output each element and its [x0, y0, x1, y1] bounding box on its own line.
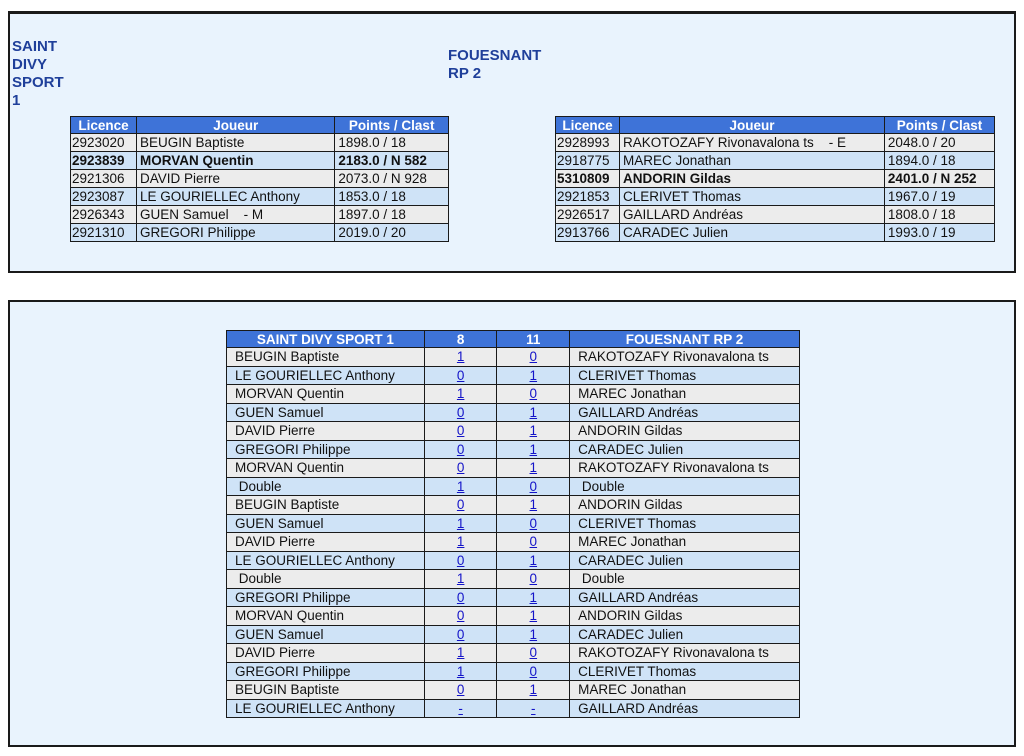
- away-team-name: [448, 47, 568, 83]
- player-licence: 2926343: [71, 206, 137, 224]
- player-licence: 2921310: [71, 224, 137, 242]
- match-home-player: LE GOURIELLEC Anthony: [227, 551, 425, 570]
- player-row: [556, 206, 995, 224]
- match-away-player: MAREC Jonathan: [570, 681, 800, 700]
- match-row: [227, 699, 800, 718]
- player-name: ANDORIN Gildas: [619, 170, 884, 188]
- match-home-score-link[interactable]: 1: [456, 663, 465, 679]
- match-away-player: CLERIVET Thomas: [570, 662, 800, 681]
- match-away-player: MAREC Jonathan: [570, 385, 800, 404]
- match-away-score-cell: [497, 422, 570, 441]
- match-home-player: GREGORI Philippe: [227, 440, 425, 459]
- joueur-header: Joueur: [137, 117, 335, 134]
- matches-panel: [8, 300, 1016, 747]
- player-name: BEUGIN Baptiste: [137, 134, 335, 152]
- match-row: [227, 625, 800, 644]
- match-home-score-cell: [424, 533, 497, 552]
- match-away-score-link[interactable]: 1: [529, 423, 538, 439]
- match-home-score-link[interactable]: 0: [456, 460, 465, 476]
- match-away-player: Double: [570, 477, 800, 496]
- match-away-score-cell: [497, 625, 570, 644]
- player-points: 2183.0 / N 582: [335, 152, 449, 170]
- match-home-player: LE GOURIELLEC Anthony: [227, 366, 425, 385]
- match-away-score-link[interactable]: 1: [529, 626, 538, 642]
- match-home-score-link[interactable]: 1: [456, 571, 465, 587]
- away-team-name-line: FOUESNANT: [448, 47, 542, 64]
- home-team-name-line: SPORT: [12, 74, 64, 91]
- match-home-player: GUEN Samuel: [227, 514, 425, 533]
- match-away-score-cell: [497, 662, 570, 681]
- match-away-score-link[interactable]: 1: [529, 460, 538, 476]
- match-away-player: CARADEC Julien: [570, 440, 800, 459]
- match-home-score-cell: [424, 403, 497, 422]
- match-row: [227, 440, 800, 459]
- match-home-player: DAVID Pierre: [227, 533, 425, 552]
- match-away-player: CARADEC Julien: [570, 551, 800, 570]
- match-row: [227, 459, 800, 478]
- match-away-score-cell: [497, 348, 570, 367]
- match-away-score-cell: [497, 385, 570, 404]
- match-away-score-cell: [497, 644, 570, 663]
- match-home-score-link[interactable]: 0: [456, 367, 465, 383]
- match-away-score-link[interactable]: 1: [529, 552, 538, 568]
- player-name: CARADEC Julien: [619, 224, 884, 242]
- match-home-player: GUEN Samuel: [227, 403, 425, 422]
- points-header: Points / Clast: [335, 117, 449, 134]
- match-row: [227, 681, 800, 700]
- match-away-score-link[interactable]: 1: [529, 441, 538, 457]
- home-team-name-line: 1: [12, 92, 21, 109]
- player-row: [556, 224, 995, 242]
- match-away-score-link[interactable]: 0: [529, 663, 538, 679]
- match-away-player: CLERIVET Thomas: [570, 366, 800, 385]
- player-name: LE GOURIELLEC Anthony: [137, 188, 335, 206]
- match-row: [227, 385, 800, 404]
- player-points: 1898.0 / 18: [335, 134, 449, 152]
- match-home-score-link[interactable]: -: [458, 700, 463, 716]
- player-row: [556, 170, 995, 188]
- match-home-score-cell: [424, 440, 497, 459]
- match-away-score-link[interactable]: 0: [529, 571, 538, 587]
- home-team-name-line: SAINT: [12, 38, 57, 55]
- match-home-player: GUEN Samuel: [227, 625, 425, 644]
- match-row: [227, 477, 800, 496]
- match-home-score-link[interactable]: 1: [456, 349, 465, 365]
- home-team-name: [12, 38, 82, 110]
- match-home-score-link[interactable]: 1: [456, 645, 465, 661]
- player-name: RAKOTOZAFY Rivonavalona ts - E: [619, 134, 884, 152]
- match-away-score-link[interactable]: 1: [529, 682, 538, 698]
- match-away-player: GAILLARD Andréas: [570, 699, 800, 718]
- match-away-player: ANDORIN Gildas: [570, 607, 800, 626]
- match-home-score-link[interactable]: 1: [456, 515, 465, 531]
- player-licence: 2926517: [556, 206, 620, 224]
- player-licence: 2913766: [556, 224, 620, 242]
- match-home-score-cell: [424, 459, 497, 478]
- match-home-score-cell: [424, 681, 497, 700]
- match-home-score-link[interactable]: 0: [456, 404, 465, 420]
- match-home-score-cell: [424, 551, 497, 570]
- match-away-score-link[interactable]: -: [531, 700, 536, 716]
- match-home-player: MORVAN Quentin: [227, 385, 425, 404]
- match-row: [227, 662, 800, 681]
- home-players-table: [70, 116, 449, 242]
- match-away-score-link[interactable]: 0: [529, 478, 538, 494]
- player-row: [71, 152, 449, 170]
- match-row: [227, 533, 800, 552]
- match-away-score-cell: [497, 403, 570, 422]
- match-home-player: GREGORI Philippe: [227, 662, 425, 681]
- match-home-score-link[interactable]: 1: [456, 478, 465, 494]
- match-home-player: DAVID Pierre: [227, 422, 425, 441]
- match-away-player: GAILLARD Andréas: [570, 403, 800, 422]
- match-row: [227, 551, 800, 570]
- player-name: MORVAN Quentin: [137, 152, 335, 170]
- match-home-score-link[interactable]: 0: [456, 626, 465, 642]
- teams-panel: [8, 11, 1016, 273]
- match-away-player: GAILLARD Andréas: [570, 588, 800, 607]
- match-away-score-cell: [497, 681, 570, 700]
- match-away-score-link[interactable]: 1: [529, 608, 538, 624]
- match-home-player: MORVAN Quentin: [227, 459, 425, 478]
- match-row: [227, 422, 800, 441]
- match-away-score-cell: [497, 699, 570, 718]
- match-away-score-cell: [497, 607, 570, 626]
- match-home-player: Double: [227, 477, 425, 496]
- player-points: 2401.0 / N 252: [884, 170, 994, 188]
- player-licence: 2923020: [71, 134, 137, 152]
- match-row: [227, 366, 800, 385]
- away-team-name-line: RP 2: [448, 65, 482, 82]
- player-licence: 2923839: [71, 152, 137, 170]
- player-row: [71, 170, 449, 188]
- match-home-player: MORVAN Quentin: [227, 607, 425, 626]
- player-row: [71, 134, 449, 152]
- match-away-score-link[interactable]: 1: [529, 404, 538, 420]
- player-licence: 2921853: [556, 188, 620, 206]
- match-home-score-link[interactable]: 0: [456, 682, 465, 698]
- match-away-score-link[interactable]: 0: [529, 534, 538, 550]
- match-home-player: BEUGIN Baptiste: [227, 348, 425, 367]
- player-name: DAVID Pierre: [137, 170, 335, 188]
- match-away-player: RAKOTOZAFY Rivonavalona ts: [570, 644, 800, 663]
- match-home-score-link[interactable]: 0: [456, 589, 465, 605]
- match-away-score-cell: [497, 533, 570, 552]
- match-home-player: LE GOURIELLEC Anthony: [227, 699, 425, 718]
- match-away-player: CLERIVET Thomas: [570, 514, 800, 533]
- joueur-header: Joueur: [619, 117, 884, 134]
- match-row: [227, 403, 800, 422]
- match-away-score-cell: [497, 496, 570, 515]
- match-away-player: MAREC Jonathan: [570, 533, 800, 552]
- match-away-score-cell: [497, 440, 570, 459]
- match-away-player: RAKOTOZAFY Rivonavalona ts: [570, 348, 800, 367]
- match-home-score-cell: [424, 477, 497, 496]
- away-players-table: [555, 116, 995, 242]
- match-home-score-link[interactable]: 0: [456, 423, 465, 439]
- player-row: [556, 188, 995, 206]
- player-row: [71, 188, 449, 206]
- match-away-player: RAKOTOZAFY Rivonavalona ts: [570, 459, 800, 478]
- match-home-score-cell: [424, 662, 497, 681]
- match-away-score-cell: [497, 477, 570, 496]
- match-home-score-cell: [424, 385, 497, 404]
- player-name: GUEN Samuel - M: [137, 206, 335, 224]
- player-points: 1897.0 / 18: [335, 206, 449, 224]
- match-home-score-link[interactable]: 1: [456, 386, 465, 402]
- match-home-player: Double: [227, 570, 425, 589]
- match-away-player: ANDORIN Gildas: [570, 496, 800, 515]
- match-home-player: BEUGIN Baptiste: [227, 681, 425, 700]
- match-home-score-link[interactable]: 0: [456, 552, 465, 568]
- match-home-player: GREGORI Philippe: [227, 588, 425, 607]
- player-licence: 2928993: [556, 134, 620, 152]
- player-points: 2019.0 / 20: [335, 224, 449, 242]
- points-header: Points / Clast: [884, 117, 994, 134]
- match-away-score-link[interactable]: 1: [529, 589, 538, 605]
- player-points: 1993.0 / 19: [884, 224, 994, 242]
- licence-header: Licence: [556, 117, 620, 134]
- match-home-score-cell: [424, 514, 497, 533]
- match-away-player: CARADEC Julien: [570, 625, 800, 644]
- match-away-score-link[interactable]: 0: [529, 515, 538, 531]
- match-away-score-cell: [497, 459, 570, 478]
- player-points: 1853.0 / 18: [335, 188, 449, 206]
- player-points: 1808.0 / 18: [884, 206, 994, 224]
- match-row: [227, 644, 800, 663]
- match-away-score-link[interactable]: 1: [529, 497, 538, 513]
- match-row: [227, 496, 800, 515]
- match-away-player: ANDORIN Gildas: [570, 422, 800, 441]
- match-home-player: DAVID Pierre: [227, 644, 425, 663]
- match-away-score-cell: [497, 588, 570, 607]
- match-away-score-cell: [497, 551, 570, 570]
- player-name: MAREC Jonathan: [619, 152, 884, 170]
- player-licence: 5310809: [556, 170, 620, 188]
- match-home-score-cell: [424, 644, 497, 663]
- player-row: [556, 134, 995, 152]
- player-name: GREGORI Philippe: [137, 224, 335, 242]
- player-row: [71, 224, 449, 242]
- match-row: [227, 570, 800, 589]
- match-away-player: Double: [570, 570, 800, 589]
- match-home-score-cell: [424, 570, 497, 589]
- match-home-score-cell: [424, 348, 497, 367]
- player-licence: 2923087: [71, 188, 137, 206]
- match-home-score-link[interactable]: 0: [456, 608, 465, 624]
- player-row: [556, 152, 995, 170]
- player-points: 1967.0 / 19: [884, 188, 994, 206]
- match-away-score-cell: [497, 366, 570, 385]
- match-away-score-cell: [497, 570, 570, 589]
- match-away-score-link[interactable]: 0: [529, 645, 538, 661]
- player-points: 2073.0 / N 928: [335, 170, 449, 188]
- match-home-score-cell: [424, 496, 497, 515]
- player-licence: 2921306: [71, 170, 137, 188]
- match-away-score-link[interactable]: 1: [529, 367, 538, 383]
- home-score-header: 8: [424, 331, 497, 348]
- match-home-score-link[interactable]: 0: [456, 497, 465, 513]
- match-home-score-cell: [424, 607, 497, 626]
- match-home-score-cell: [424, 625, 497, 644]
- matches-table: [226, 330, 800, 718]
- match-row: [227, 588, 800, 607]
- home-team-header: SAINT DIVY SPORT 1: [227, 331, 425, 348]
- away-score-header: 11: [497, 331, 570, 348]
- match-home-score-cell: [424, 699, 497, 718]
- match-home-score-link[interactable]: 0: [456, 441, 465, 457]
- home-team-name-line: DIVY: [12, 56, 48, 73]
- match-home-player: BEUGIN Baptiste: [227, 496, 425, 515]
- match-home-score-cell: [424, 588, 497, 607]
- player-name: GAILLARD Andréas: [619, 206, 884, 224]
- match-home-score-cell: [424, 366, 497, 385]
- match-away-score-cell: [497, 514, 570, 533]
- match-row: [227, 607, 800, 626]
- player-licence: 2918775: [556, 152, 620, 170]
- match-row: [227, 514, 800, 533]
- away-team-header: FOUESNANT RP 2: [570, 331, 800, 348]
- licence-header: Licence: [71, 117, 137, 134]
- match-home-score-cell: [424, 422, 497, 441]
- player-points: 1894.0 / 18: [884, 152, 994, 170]
- match-away-score-link[interactable]: 0: [529, 386, 538, 402]
- player-row: [71, 206, 449, 224]
- match-row: [227, 348, 800, 367]
- match-away-score-link[interactable]: 0: [529, 349, 538, 365]
- player-points: 2048.0 / 20: [884, 134, 994, 152]
- match-home-score-link[interactable]: 1: [456, 534, 465, 550]
- player-name: CLERIVET Thomas: [619, 188, 884, 206]
